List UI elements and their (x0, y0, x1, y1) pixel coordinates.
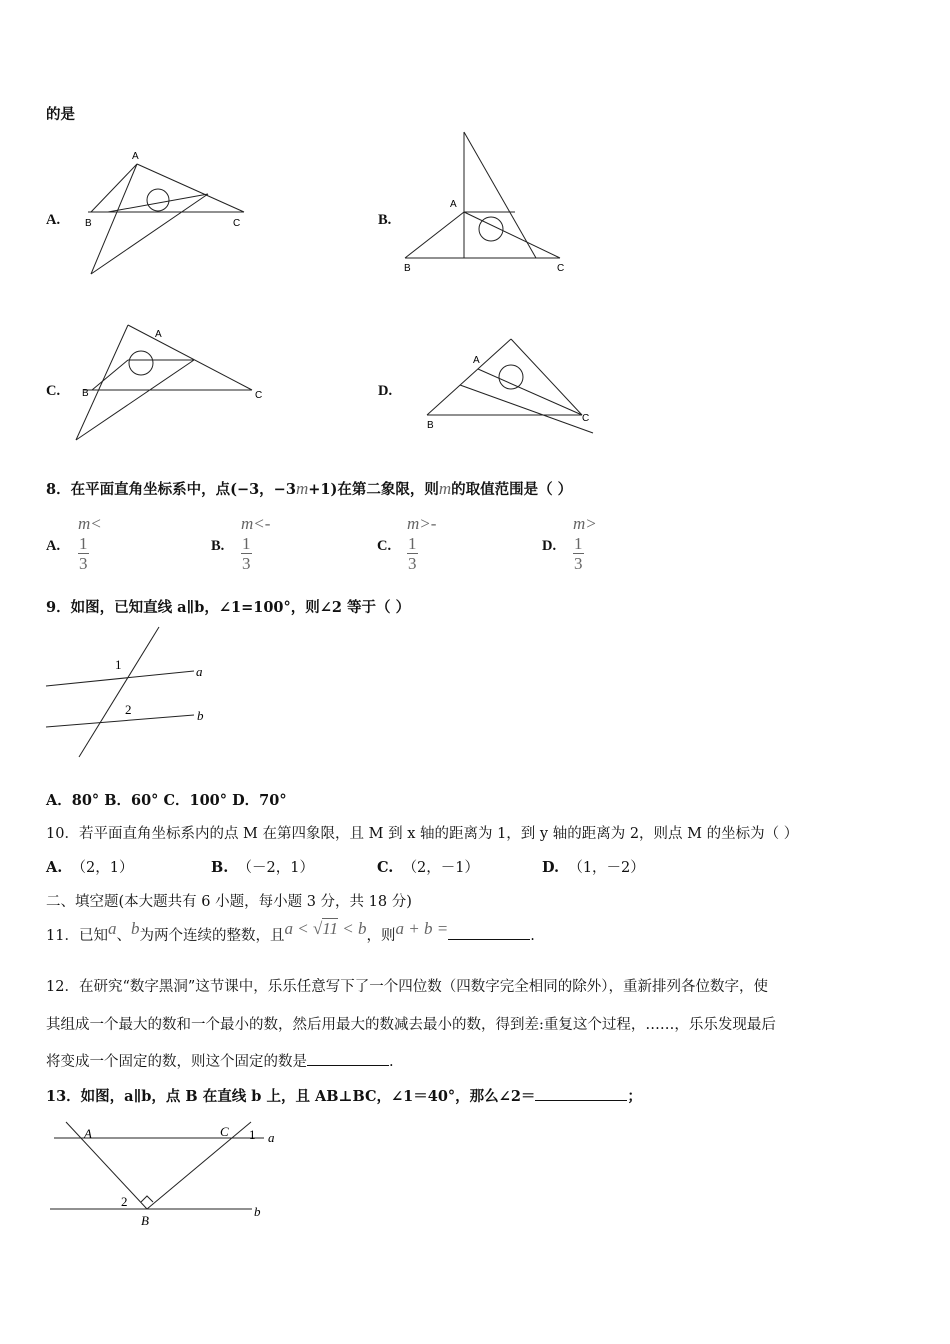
q13-figure (46, 1118, 276, 1233)
q7b-label-c: C (557, 263, 565, 274)
q7d-label-c: C (582, 413, 590, 424)
section-2-title: 二、填空题(本大题共有 6 小题，每小题 3 分，共 18 分) (46, 894, 412, 910)
q9-options[interactable]: A．80° B．60° C．100° D．70° (46, 792, 287, 809)
q13-label-b: B (141, 1213, 149, 1228)
q9-stem: 9．如图，已知直线 a∥b，∠1=100°，则∠2 等于（ ） (46, 599, 411, 616)
q12-line-3: 将变成一个固定的数，则这个固定的数是 . (46, 1050, 394, 1071)
q8-stem-middle: +1)在第二象限，则 (308, 481, 439, 498)
q13-stem: 13．如图，a∥b，点 B 在直线 b 上，且 AB⊥BC，∠1＝40°，那么∠2＝ ； (46, 1088, 642, 1105)
q7c-label-a: A (155, 329, 162, 340)
q10-option-c[interactable]: C. （2，－1） (377, 859, 480, 876)
q7-option-a-label[interactable]: A. (46, 212, 61, 228)
q7b-label-a: A (450, 199, 457, 210)
q7-option-d-label[interactable]: D. (378, 383, 393, 399)
q13-angle2-label: 2 (121, 1194, 128, 1209)
q7-option-a-figure (80, 150, 260, 280)
q8-var-m: m (295, 479, 309, 498)
q10-option-a[interactable]: A. （2，1） (46, 859, 134, 876)
q7-option-c-figure (70, 320, 265, 445)
q12-line-1: 12．在研究“数字黑洞”这节课中，乐乐任意写下了一个四位数（四数字完全相同的除外），重新排列各位数字，使 (46, 979, 769, 995)
q9-angle2-label: 2 (125, 702, 132, 717)
q11-stem: 11．已知a、b为两个连续的整数，且a < √11 < b，则a + b = . (46, 919, 535, 944)
q7a-label-b: B (85, 218, 92, 229)
q10-stem: 10．若平面直角坐标系内的点 M 在第四象限，且 M 到 x 轴的距离为 1，到 y 轴的距离为 2，则点 M 的坐标为（ ） (46, 826, 799, 842)
q7d-label-a: A (473, 355, 480, 366)
q7-option-c-label[interactable]: C. (46, 383, 61, 399)
q13-line-b-label: b (254, 1204, 261, 1219)
q9-line-a-label: a (196, 664, 203, 679)
q7-option-b-figure (400, 125, 580, 280)
intro-text: 的是 (46, 106, 75, 123)
q8-stem (46, 478, 572, 499)
q13-answer-blank[interactable] (535, 1086, 627, 1101)
q7-option-d-figure (420, 335, 605, 440)
q7d-label-b: B (427, 420, 434, 431)
q9-line-b-label: b (197, 708, 204, 723)
q11-answer-blank[interactable] (448, 925, 530, 940)
q13-angle1-label: 1 (249, 1127, 256, 1142)
q10-option-b[interactable]: B. （－2，1） (211, 859, 314, 876)
q8-stem-prefix: 8．在平面直角坐标系中，点(−3，−3 (46, 481, 296, 498)
q9-figure (46, 622, 216, 762)
q13-label-a: A (84, 1126, 92, 1141)
q8-stem-suffix: 的取值范围是（ ） (451, 481, 573, 498)
q7b-label-b: B (404, 263, 411, 274)
q8-var-m-2: m (438, 479, 452, 498)
q12-answer-blank[interactable] (307, 1051, 389, 1066)
q7a-label-a: A (132, 151, 139, 162)
q7c-label-b: B (82, 388, 89, 399)
q13-line-a-label: a (268, 1130, 275, 1145)
q9-angle1-label: 1 (115, 657, 122, 672)
q7c-label-c: C (255, 390, 263, 401)
q10-option-d[interactable]: D. （1，－2） (542, 859, 645, 876)
q12-line-2: 其组成一个最大的数和一个最小的数，然后用最大的数减去最小的数，得到差:重复这个过程，……，乐乐发现最后 (46, 1017, 776, 1033)
q7a-label-c: C (233, 218, 241, 229)
q7-option-b-label[interactable]: B. (378, 212, 392, 228)
q13-label-c: C (220, 1124, 229, 1139)
